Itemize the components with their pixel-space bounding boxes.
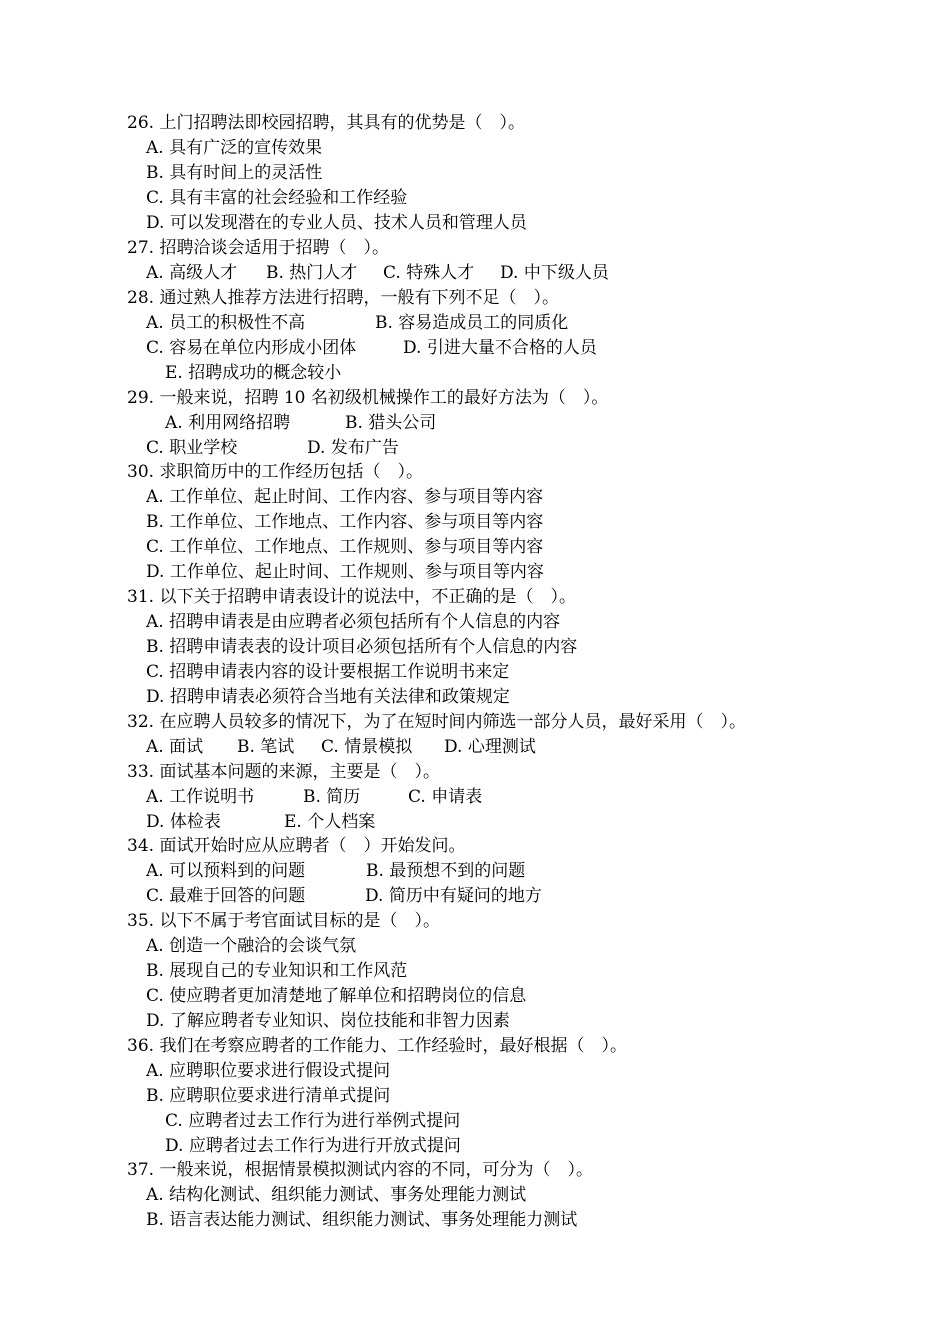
question-28-options-row-2	[146, 338, 786, 358]
question-31-option-c: C. 招聘申请表内容的设计要根据工作说明书来定	[146, 662, 510, 682]
question-33-option-b: B. 简历	[303, 787, 361, 807]
question-29-option-b: B. 猎头公司	[345, 413, 437, 433]
question-27-options	[146, 263, 786, 283]
question-35-option-c: C. 使应聘者更加清楚地了解单位和招聘岗位的信息	[146, 986, 527, 1006]
question-35-option-b: B. 展现自己的专业知识和工作风范	[146, 961, 408, 981]
question-36-option-d: D. 应聘者过去工作行为进行开放式提问	[165, 1136, 461, 1156]
question-28-stem: 28. 通过熟人推荐方法进行招聘，一般有下列不足（ ）。	[127, 288, 559, 308]
question-34-options-row-2	[146, 886, 786, 906]
question-32-stem: 32. 在应聘人员较多的情况下，为了在短时间内筛选一部分人员，最好采用（ ）。	[127, 712, 746, 732]
question-34-stem: 34. 面试开始时应从应聘者（ ）开始发问。	[127, 836, 466, 856]
question-29-option-d: D. 发布广告	[307, 438, 399, 458]
question-31-option-d: D. 招聘申请表必须符合当地有关法律和政策规定	[146, 687, 510, 707]
question-31-option-b: B. 招聘申请表表的设计项目必须包括所有个人信息的内容	[146, 637, 578, 657]
question-34-option-a: A. 可以预料到的问题	[146, 861, 306, 881]
question-32-option-d: D. 心理测试	[444, 737, 536, 757]
question-32-option-b: B. 笔试	[237, 737, 295, 757]
question-36-option-a: A. 应聘职位要求进行假设式提问	[146, 1061, 391, 1081]
question-32-option-c: C. 情景模拟	[321, 737, 413, 757]
question-32-options	[146, 737, 786, 757]
question-30-option-b: B. 工作单位、工作地点、工作内容、参与项目等内容	[146, 512, 544, 532]
question-30-option-d: D. 工作单位、起止时间、工作规则、参与项目等内容	[146, 562, 544, 582]
question-26-stem: 26. 上门招聘法即校园招聘，其具有的优势是（ ）。	[127, 113, 525, 133]
question-34-option-b: B. 最预想不到的问题	[366, 861, 526, 881]
question-30-option-c: C. 工作单位、工作地点、工作规则、参与项目等内容	[146, 537, 544, 557]
question-26-option-c: C. 具有丰富的社会经验和工作经验	[146, 188, 408, 208]
question-34-option-c: C. 最难于回答的问题	[146, 886, 306, 906]
question-33-options-row-1	[146, 787, 786, 807]
question-37-stem: 37. 一般来说，根据情景模拟测试内容的不同，可分为（ ）。	[127, 1160, 593, 1180]
question-37-option-b: B. 语言表达能力测试、组织能力测试、事务处理能力测试	[146, 1210, 578, 1230]
question-33-stem: 33. 面试基本问题的来源，主要是（ ）。	[127, 762, 440, 782]
question-29-options-row-1	[165, 413, 805, 433]
question-34-option-d: D. 简历中有疑问的地方	[365, 886, 542, 906]
question-27-stem: 27. 招聘洽谈会适用于招聘（ ）。	[127, 238, 389, 258]
question-28-option-c: C. 容易在单位内形成小团体	[146, 338, 357, 358]
question-36-option-c: C. 应聘者过去工作行为进行举例式提问	[165, 1111, 461, 1131]
question-33-option-c: C. 申请表	[408, 787, 483, 807]
question-33-option-e: E. 个人档案	[284, 812, 376, 832]
question-33-option-a: A. 工作说明书	[146, 787, 255, 807]
question-26-option-a: A. 具有广泛的宣传效果	[146, 138, 323, 158]
question-32-option-a: A. 面试	[146, 737, 204, 757]
question-29-option-c: C. 职业学校	[146, 438, 238, 458]
question-26-option-d: D. 可以发现潜在的专业人员、技术人员和管理人员	[146, 213, 527, 233]
question-29-option-a: A. 利用网络招聘	[165, 413, 291, 433]
question-27-option-b: B. 热门人才	[266, 263, 358, 283]
question-27-option-a: A. 高级人才	[146, 263, 238, 283]
question-27-option-d: D. 中下级人员	[500, 263, 609, 283]
question-28-option-d: D. 引进大量不合格的人员	[403, 338, 597, 358]
question-36-option-b: B. 应聘职位要求进行清单式提问	[146, 1086, 391, 1106]
question-28-option-e: E. 招聘成功的概念较小	[165, 363, 342, 383]
question-28-options-row-1	[146, 313, 786, 333]
question-28-option-b: B. 容易造成员工的同质化	[375, 313, 569, 333]
question-36-stem: 36. 我们在考察应聘者的工作能力、工作经验时，最好根据（ ）。	[127, 1036, 627, 1056]
question-35-option-a: A. 创造一个融洽的会谈气氛	[146, 936, 357, 956]
question-30-option-a: A. 工作单位、起止时间、工作内容、参与项目等内容	[146, 487, 544, 507]
question-28-option-a: A. 员工的积极性不高	[146, 313, 306, 333]
question-35-stem: 35. 以下不属于考官面试目标的是（ ）。	[127, 911, 440, 931]
question-31-option-a: A. 招聘申请表是由应聘者必须包括所有个人信息的内容	[146, 612, 561, 632]
question-29-options-row-2	[146, 438, 786, 458]
question-29-stem: 29. 一般来说，招聘 10 名初级机械操作工的最好方法为（ ）。	[127, 388, 609, 408]
question-37-option-a: A. 结构化测试、组织能力测试、事务处理能力测试	[146, 1185, 527, 1205]
question-30-stem: 30. 求职简历中的工作经历包括（ ）。	[127, 462, 423, 482]
question-33-options-row-2	[146, 812, 786, 832]
question-26-option-b: B. 具有时间上的灵活性	[146, 163, 323, 183]
question-35-option-d: D. 了解应聘者专业知识、岗位技能和非智力因素	[146, 1011, 510, 1031]
question-33-option-d: D. 体检表	[146, 812, 221, 832]
question-27-option-c: C. 特殊人才	[383, 263, 475, 283]
question-34-options-row-1	[146, 861, 786, 881]
question-31-stem: 31. 以下关于招聘申请表设计的说法中，不正确的是（ ）。	[127, 587, 576, 607]
